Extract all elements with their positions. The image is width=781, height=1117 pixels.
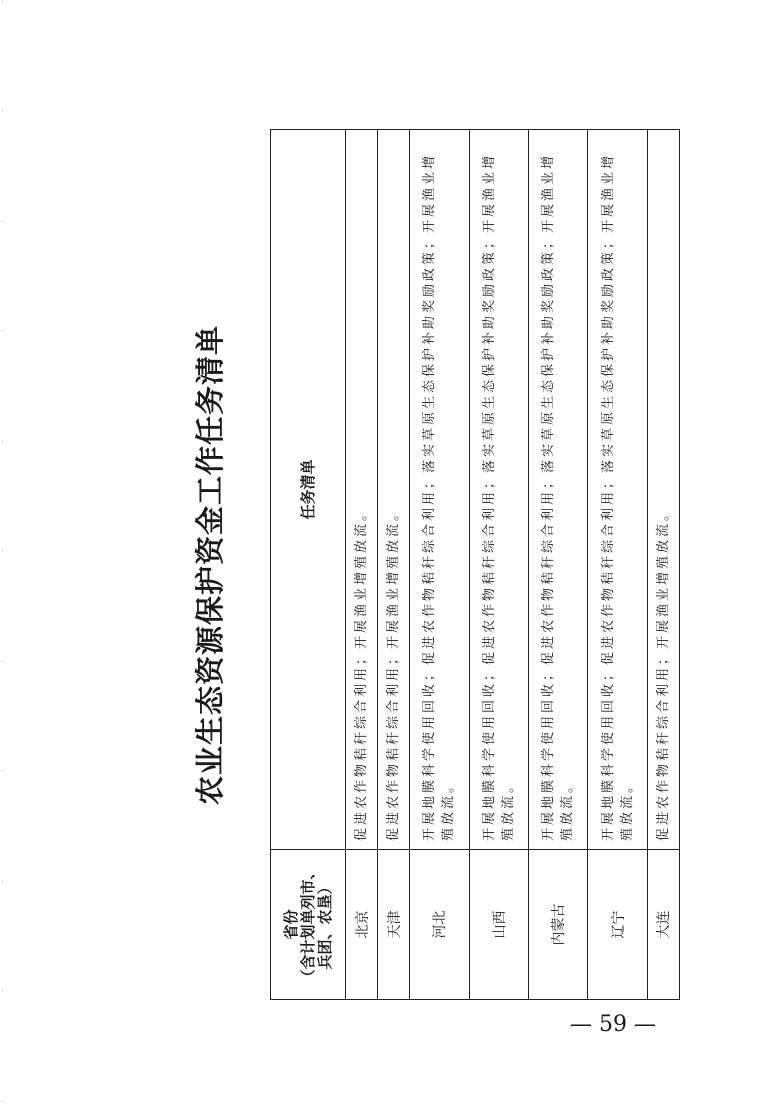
province-cell: 山西 [469,850,528,1000]
header-province [271,850,346,1000]
task-cell: 促进农作物秸秆综合利用；开展渔业增殖放流。 [346,130,378,850]
header-province-line: 省份 [281,909,300,940]
province-cell: 北京 [346,850,378,1000]
task-cell: 开展地膜科学使用回收；促进农作物秸秆综合利用；落实草原生态保护补助奖励政策；开展渔业增殖放流。 [528,130,587,850]
table-header-row [271,130,346,1000]
table-row [410,130,469,1000]
page-title: 农业生态资源保护资金工作任务清单 [193,325,227,806]
table-row [378,130,410,1000]
table-row [346,130,378,1000]
task-cell: 开展地膜科学使用回收；促进农作物秸秆综合利用；落实草原生态保护补助奖励政策；开展渔业增殖放流。 [588,130,647,850]
province-cell: 内蒙古 [528,850,587,1000]
province-cell: 辽宁 [588,850,647,1000]
header-province-line: （含计划单列市、 [298,864,317,985]
task-cell: 促进农作物秸秆综合利用；开展渔业增殖放流。 [378,130,410,850]
task-cell: 开展地膜科学使用回收；促进农作物秸秆综合利用；落实草原生态保护补助奖励政策；开展渔业增殖放流。 [469,130,528,850]
task-table [270,129,680,1000]
table-row [528,130,587,1000]
table-row [469,130,528,1000]
rotated-page-content [190,130,690,1000]
header-province-line: 兵团、农垦） [315,879,334,970]
task-cell: 开展地膜科学使用回收；促进农作物秸秆综合利用；落实草原生态保护补助奖励政策；开展渔业增殖放流。 [410,130,469,850]
binding-edge-marks [2,0,3,1117]
table-row [647,130,679,1000]
task-cell: 促进农作物秸秆综合利用；开展渔业增殖放流。 [647,130,679,850]
province-cell: 天津 [378,850,410,1000]
page-number: — 59 — [570,1012,656,1037]
table-row [588,130,647,1000]
province-cell: 河北 [410,850,469,1000]
header-tasks: 任务清单 [271,130,346,850]
province-cell: 大连 [647,850,679,1000]
